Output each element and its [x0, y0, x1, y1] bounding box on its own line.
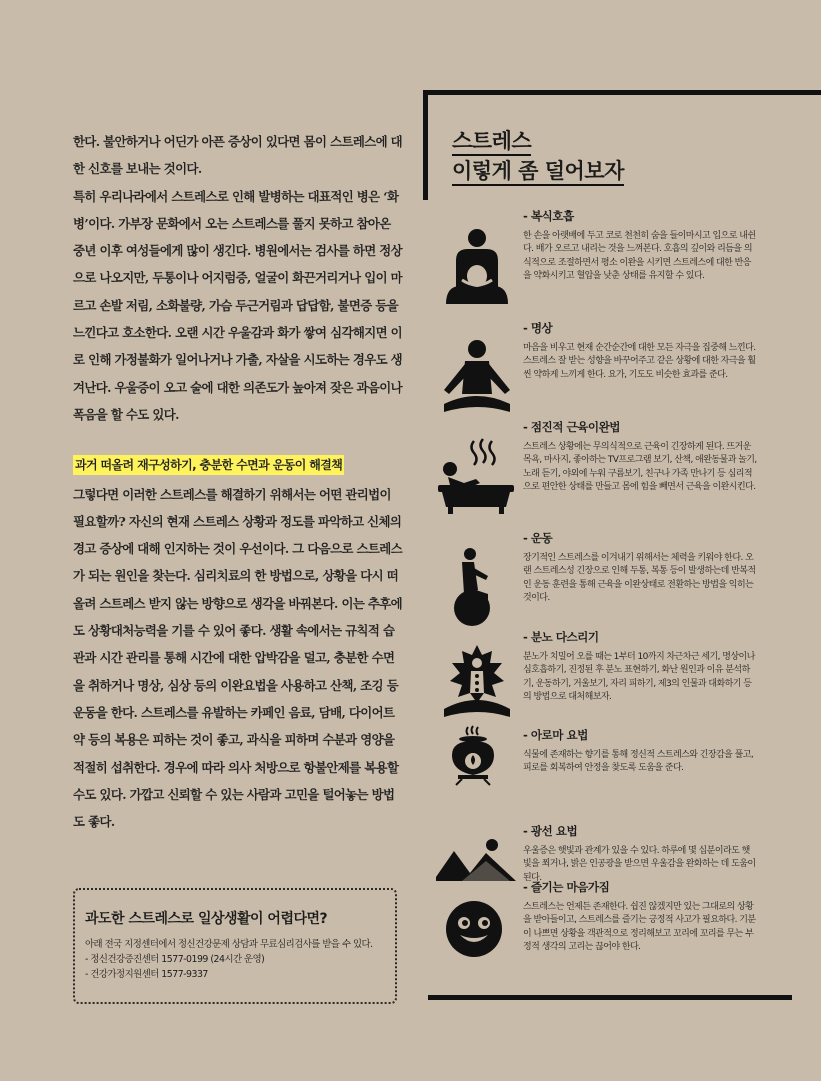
- tip-description: 마음을 비우고 현재 순간순간에 대한 모든 자극을 집중해 느낀다. 스트레스 잘 받는 성향을 바꾸어주고 같은 상황에 대한 자극을 훨씬 약하게 느끼게 한다. 요가, 기도도 비슷한 효과를 준다.: [523, 343, 756, 380]
- sidebar-title-line-1: 스트레스: [452, 128, 672, 154]
- meditation-icon: [436, 336, 518, 418]
- tip-heading: - 복식호흡: [523, 209, 574, 223]
- frame-bottom-border: [428, 995, 792, 1000]
- tip-heading: - 분노 다스리기: [523, 630, 599, 644]
- tip-description: 식물에 존재하는 향기를 통해 정신적 스트레스와 긴장감을 풀고, 피로를 회복하여 안정을 찾도록 도움을 준다.: [523, 750, 754, 774]
- exercise-ball-icon: [436, 546, 518, 628]
- tip-description: 스트레스는 언제든 존재한다. 쉽진 않겠지만 있는 그대로의 상황을 받아들이고, 스트레스를 즐기는 긍정적 사고가 필요하다. 기분이 나쁘면 상황을 객관적으로 정리해보고 꼬리에 꼬리를 무는 부정적 생각의 고리는 끊어야 한다.: [523, 902, 756, 953]
- aroma-burner-icon: [436, 725, 518, 807]
- tip-heading: - 아로마 요법: [523, 728, 588, 742]
- info-box-text: 아래 전국 지정센터에서 정신건강문제 상담과 무료심리검사를 받을 수 있다.: [85, 939, 373, 950]
- smiley-face-icon: [436, 895, 518, 977]
- tip-description: 스트레스 상황에는 무의식적으로 근육이 긴장하게 된다. 뜨거운 목욕, 마사지, 좋아하는 TV프로그램 보기, 산책, 애완동물과 놀기, 노래 듣기, 야외에 누워 구름보기, 친구나 가족 만나기 등 심리적으로 편안한 상태를 만들고 몸에 힘을 빼면서 근육을 이완시킨다.: [523, 442, 757, 493]
- tip-description: 한 손을 아랫배에 두고 코로 천천히 숨을 들이마시고 입으로 내쉰다. 배가 오르고 내리는 것을 느껴본다. 호흡의 깊이와 리듬을 의식적으로 조절하면서 평소 이완을 시키면 스트레스에 대한 반응을 약화시키고 혈압을 낮춘 상태를 유지할 수 있다.: [523, 231, 756, 282]
- paragraph-intro: 한다. 불안하거나 어딘가 아픈 증상이 있다면 몸이 스트레스에 대한 신호를 보내는 것이다.: [73, 134, 403, 177]
- tip-description: 분노가 치밀어 오를 때는 1부터 10까지 차근차근 세기, 명상이나 심호흡하기, 진정된 후 분노 표현하기, 화난 원인과 이유 분석하기, 운동하기, 거울보기, 자리 피하기, 제3의 인물과 대화하기 등의 방법으로 대처해보자.: [523, 652, 755, 703]
- paragraph-hwabyung: 특히 우리나라에서 스트레스로 인해 발병하는 대표적인 병은 ‘화병’이다. 가부장 문화에서 오는 스트레스를 풀지 못하고 참아온 중년 이후 여성들에게 많이 생긴다. 병원에서는 검사를 하면 정상으로 나오지만, 두통이나 어지럼증, 얼굴이 화끈거리거나 입이 마르고 손발 저림, 소화불량, 가슴 두근거림과 답답함, 불면증 등을 느낀다고 호소한다. 오랜 시간 우울감과 화가 쌓여 심각해지면 이로 인해 가정불화가 일어나거나 가출, 자살을 시도하는 경우도 생겨난다. 우울증이 오고 술에 대한 의존도가 높아져 잦은 과음이나 폭음을 할 수도 있다.: [73, 188, 403, 422]
- paragraph-solutions: 그렇다면 이러한 스트레스를 해결하기 위해서는 어떤 관리법이 필요할까? 자신의 현재 스트레스 상황과 정도를 파악하고 신체의 경고 증상에 대해 인지하는 것이 우선이다. 그 다음으로 스트레스가 되는 원인을 찾는다. 심리치료의 한 방법으로, 상황을 다시 떠올려 스트레스 받지 않는 방향으로 생각을 바꿔본다. 이는 추후에도 상황대처능력을 기를 수 있어 좋다. 생활 속에서는 규칙적 습관과 시간 관리를 통해 시간에 대한 압박감을 덜고, 충분한 수면을 취하거나 명상, 심상 등의 이완요법을 사용하고 산책, 조깅 등 운동을 한다. 스트레스를 유발하는 카페인 음료, 담배, 다이어트 약 등의 복용은 피하는 것이 좋고, 과식을 피하며 수분과 영양을 적절히 섭취한다. 경우에 따라 의사 처방으로 항불안제를 복용할 수도 있다. 가깝고 신뢰할 수 있는 사람과 고민을 털어놓는 방법도 좋다.: [73, 486, 403, 830]
- frame-top-border: [423, 90, 821, 95]
- tip-heading: - 점진적 근육이완법: [523, 420, 620, 434]
- sidebar-title-line-2: 이렇게 좀 덜어보자: [452, 158, 672, 184]
- info-box-title: 과도한 스트레스로 일상생활이 어렵다면?: [85, 911, 328, 927]
- tip-description: 우울증은 햇빛과 관계가 있을 수 있다. 하루에 몇 십분이라도 햇빛을 쬐거나, 밝은 인공광을 받으면 우울감을 완화하는 데 도움이 된다.: [523, 846, 756, 883]
- article-body: [73, 128, 403, 835]
- frame-left-border: [423, 90, 428, 200]
- tip-heading: - 명상: [523, 321, 553, 335]
- tip-heading: - 즐기는 마음가짐: [523, 880, 610, 894]
- info-box-hotline-1: - 정신건강증진센터 1577-0199 (24시간 운영): [85, 954, 265, 965]
- tip-heading: - 광선 요법: [523, 824, 578, 838]
- bathtub-icon: [436, 435, 518, 517]
- chakra-meditation-icon: [436, 645, 518, 727]
- tip-heading: - 운동: [523, 531, 553, 545]
- section-subheading: 과거 떠올려 재구성하기, 충분한 수면과 운동이 해결책: [73, 455, 344, 475]
- help-info-box: [73, 888, 397, 1004]
- tip-description: 장기적인 스트레스를 이겨내기 위해서는 체력을 키워야 한다. 오랜 스트레스성 긴장으로 인해 두통, 복통 등이 발생하는데 반복적인 운동 훈련을 통해 근육을 이완상태로 전환하는 방법을 익히는 것이다.: [523, 553, 756, 604]
- info-box-hotline-2: - 건강가정지원센터 1577-9337: [85, 969, 208, 980]
- abdominal-breathing-icon: [436, 224, 518, 306]
